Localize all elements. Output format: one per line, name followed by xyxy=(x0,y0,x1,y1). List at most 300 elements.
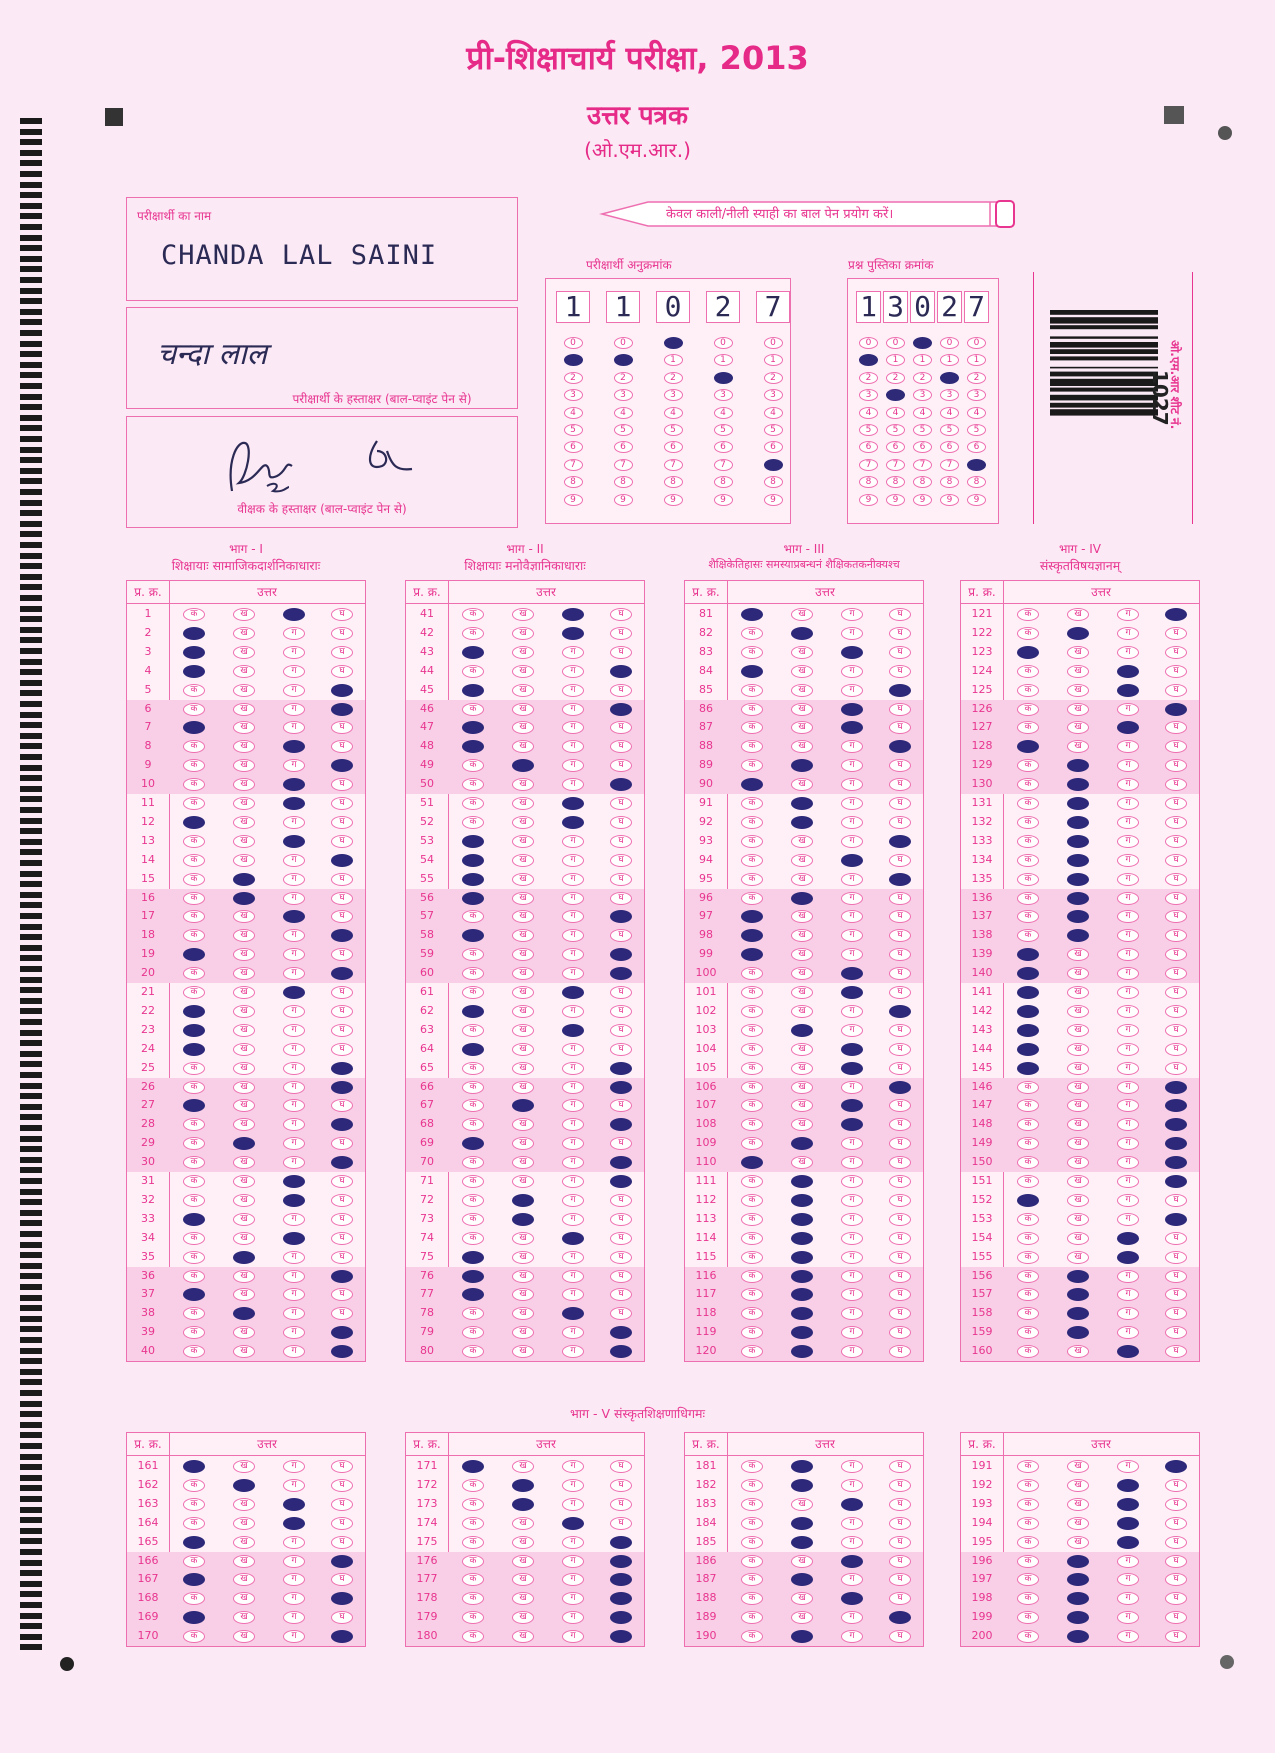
booklet-number-bubble[interactable]: 9 xyxy=(940,494,959,506)
answer-bubble-2[interactable]: ख xyxy=(233,1345,255,1358)
answer-bubble-1[interactable] xyxy=(183,1043,205,1056)
answer-bubble-2[interactable]: ख xyxy=(512,627,534,640)
answer-bubble-2[interactable] xyxy=(791,1517,813,1530)
booklet-number-bubble[interactable]: 3 xyxy=(940,389,959,401)
answer-bubble-1[interactable]: क xyxy=(741,721,763,734)
answer-bubble-2[interactable] xyxy=(1067,627,1089,640)
answer-bubble-4[interactable]: घ xyxy=(889,1062,911,1075)
answer-bubble-2[interactable]: ख xyxy=(512,1081,534,1094)
booklet-number-bubble[interactable]: 6 xyxy=(913,441,932,453)
answer-bubble-3[interactable]: ग xyxy=(562,1630,584,1643)
answer-bubble-4[interactable]: घ xyxy=(889,1270,911,1283)
answer-bubble-2[interactable]: ख xyxy=(512,910,534,923)
answer-bubble-2[interactable] xyxy=(791,1270,813,1283)
answer-bubble-4[interactable]: घ xyxy=(889,1251,911,1264)
answer-bubble-3[interactable] xyxy=(562,627,584,640)
answer-bubble-1[interactable]: क xyxy=(183,684,205,697)
answer-bubble-3[interactable]: ग xyxy=(283,1251,305,1264)
answer-bubble-1[interactable]: क xyxy=(462,1611,484,1624)
roll-number-bubble[interactable]: 5 xyxy=(614,424,633,436)
booklet-number-bubble[interactable]: 2 xyxy=(913,372,932,384)
answer-bubble-3[interactable]: ग xyxy=(1117,759,1139,772)
roll-number-bubble[interactable]: 8 xyxy=(714,476,733,488)
answer-bubble-3[interactable]: ग xyxy=(841,1288,863,1301)
answer-bubble-1[interactable]: क xyxy=(183,1592,205,1605)
answer-bubble-2[interactable] xyxy=(1067,854,1089,867)
answer-bubble-3[interactable]: ग xyxy=(562,1251,584,1264)
answer-bubble-3[interactable]: ग xyxy=(283,1118,305,1131)
answer-bubble-1[interactable]: क xyxy=(1017,1118,1039,1131)
answer-bubble-1[interactable]: क xyxy=(183,1498,205,1511)
answer-bubble-2[interactable] xyxy=(1067,1611,1089,1624)
answer-bubble-1[interactable]: क xyxy=(741,1251,763,1264)
answer-bubble-1[interactable]: क xyxy=(741,1062,763,1075)
answer-bubble-2[interactable]: ख xyxy=(512,1517,534,1530)
answer-bubble-1[interactable] xyxy=(462,892,484,905)
answer-bubble-2[interactable]: ख xyxy=(512,1307,534,1320)
answer-bubble-1[interactable]: क xyxy=(462,608,484,621)
roll-number-bubble[interactable]: 2 xyxy=(764,372,783,384)
answer-bubble-1[interactable]: क xyxy=(741,1005,763,1018)
answer-bubble-2[interactable]: ख xyxy=(791,929,813,942)
answer-bubble-2[interactable]: ख xyxy=(512,892,534,905)
answer-bubble-3[interactable]: ग xyxy=(1117,740,1139,753)
answer-bubble-2[interactable]: ख xyxy=(1067,721,1089,734)
answer-bubble-3[interactable]: ग xyxy=(841,1005,863,1018)
answer-bubble-2[interactable] xyxy=(512,1498,534,1511)
answer-bubble-2[interactable] xyxy=(512,1479,534,1492)
roll-number-bubble[interactable]: 0 xyxy=(764,337,783,349)
answer-bubble-4[interactable] xyxy=(331,684,353,697)
answer-bubble-1[interactable] xyxy=(462,854,484,867)
booklet-number-bubble[interactable]: 9 xyxy=(967,494,986,506)
answer-bubble-3[interactable]: ग xyxy=(1117,1156,1139,1169)
answer-bubble-3[interactable] xyxy=(283,797,305,810)
answer-bubble-1[interactable] xyxy=(1017,948,1039,961)
roll-number-bubble[interactable]: 3 xyxy=(664,389,683,401)
answer-bubble-1[interactable]: क xyxy=(183,1118,205,1131)
answer-bubble-2[interactable] xyxy=(1067,873,1089,886)
booklet-number-bubble[interactable]: 8 xyxy=(913,476,932,488)
answer-bubble-1[interactable]: क xyxy=(741,759,763,772)
answer-bubble-2[interactable]: ख xyxy=(1067,703,1089,716)
answer-bubble-1[interactable]: क xyxy=(462,1307,484,1320)
answer-bubble-1[interactable]: क xyxy=(183,608,205,621)
answer-bubble-2[interactable]: ख xyxy=(1067,1536,1089,1549)
answer-bubble-3[interactable]: ग xyxy=(283,1326,305,1339)
roll-number-bubble[interactable]: 5 xyxy=(664,424,683,436)
answer-bubble-2[interactable]: ख xyxy=(791,721,813,734)
answer-bubble-4[interactable]: घ xyxy=(1165,1024,1187,1037)
answer-bubble-3[interactable]: ग xyxy=(562,1081,584,1094)
answer-bubble-4[interactable]: घ xyxy=(1165,721,1187,734)
booklet-number-bubble[interactable]: 8 xyxy=(886,476,905,488)
answer-bubble-4[interactable]: घ xyxy=(610,1460,632,1473)
answer-bubble-2[interactable]: ख xyxy=(512,740,534,753)
answer-bubble-2[interactable] xyxy=(233,1307,255,1320)
answer-bubble-1[interactable]: क xyxy=(462,1118,484,1131)
answer-bubble-3[interactable]: ग xyxy=(1117,1213,1139,1226)
roll-number-bubble[interactable] xyxy=(664,337,683,349)
answer-bubble-2[interactable]: ख xyxy=(512,1005,534,1018)
answer-bubble-3[interactable]: ग xyxy=(562,778,584,791)
answer-bubble-2[interactable]: ख xyxy=(1067,684,1089,697)
answer-bubble-4[interactable]: घ xyxy=(610,854,632,867)
answer-bubble-3[interactable]: ग xyxy=(562,1555,584,1568)
answer-bubble-4[interactable]: घ xyxy=(1165,892,1187,905)
answer-bubble-2[interactable]: ख xyxy=(791,967,813,980)
answer-bubble-1[interactable]: क xyxy=(1017,665,1039,678)
answer-bubble-3[interactable]: ग xyxy=(562,910,584,923)
answer-bubble-1[interactable]: क xyxy=(462,1479,484,1492)
answer-bubble-1[interactable]: क xyxy=(741,1175,763,1188)
answer-bubble-4[interactable]: घ xyxy=(1165,835,1187,848)
answer-bubble-1[interactable]: क xyxy=(462,1099,484,1112)
answer-bubble-3[interactable] xyxy=(283,740,305,753)
answer-bubble-4[interactable] xyxy=(889,1611,911,1624)
answer-bubble-3[interactable]: ग xyxy=(562,1137,584,1150)
answer-bubble-4[interactable]: घ xyxy=(331,646,353,659)
answer-bubble-1[interactable]: क xyxy=(462,1536,484,1549)
answer-bubble-2[interactable]: ख xyxy=(233,1288,255,1301)
answer-bubble-3[interactable]: ग xyxy=(562,873,584,886)
answer-bubble-2[interactable]: ख xyxy=(512,1232,534,1245)
answer-bubble-1[interactable] xyxy=(462,721,484,734)
answer-bubble-3[interactable]: ग xyxy=(283,627,305,640)
answer-bubble-3[interactable]: ग xyxy=(841,1024,863,1037)
answer-bubble-3[interactable] xyxy=(841,646,863,659)
answer-bubble-4[interactable] xyxy=(610,703,632,716)
answer-bubble-1[interactable]: क xyxy=(462,1194,484,1207)
answer-bubble-2[interactable]: ख xyxy=(233,835,255,848)
booklet-number-bubble[interactable]: 0 xyxy=(886,337,905,349)
answer-bubble-1[interactable]: क xyxy=(183,1081,205,1094)
answer-bubble-2[interactable]: ख xyxy=(791,835,813,848)
answer-bubble-3[interactable]: ग xyxy=(1117,1194,1139,1207)
roll-number-bubble[interactable]: 5 xyxy=(564,424,583,436)
answer-bubble-4[interactable]: घ xyxy=(1165,816,1187,829)
answer-bubble-3[interactable]: ग xyxy=(1117,1270,1139,1283)
answer-bubble-2[interactable]: ख xyxy=(512,1156,534,1169)
answer-bubble-2[interactable]: ख xyxy=(512,1536,534,1549)
answer-bubble-4[interactable] xyxy=(331,929,353,942)
answer-bubble-2[interactable] xyxy=(512,1194,534,1207)
answer-bubble-1[interactable] xyxy=(462,684,484,697)
booklet-number-bubble[interactable]: 7 xyxy=(859,459,878,471)
answer-bubble-3[interactable]: ग xyxy=(562,1118,584,1131)
answer-bubble-3[interactable] xyxy=(1117,665,1139,678)
answer-bubble-4[interactable]: घ xyxy=(1165,1479,1187,1492)
answer-bubble-1[interactable]: क xyxy=(462,627,484,640)
answer-bubble-2[interactable]: ख xyxy=(233,665,255,678)
answer-bubble-2[interactable] xyxy=(1067,1555,1089,1568)
answer-bubble-2[interactable]: ख xyxy=(791,910,813,923)
answer-bubble-1[interactable]: क xyxy=(1017,1479,1039,1492)
answer-bubble-3[interactable]: ग xyxy=(841,1175,863,1188)
answer-bubble-4[interactable]: घ xyxy=(1165,1630,1187,1643)
answer-bubble-2[interactable]: ख xyxy=(233,967,255,980)
answer-bubble-4[interactable]: घ xyxy=(1165,1573,1187,1586)
answer-bubble-2[interactable]: ख xyxy=(233,854,255,867)
answer-bubble-4[interactable] xyxy=(331,703,353,716)
answer-bubble-3[interactable]: ग xyxy=(1117,1555,1139,1568)
answer-bubble-1[interactable] xyxy=(183,1099,205,1112)
answer-bubble-4[interactable]: घ xyxy=(1165,684,1187,697)
answer-bubble-4[interactable]: घ xyxy=(889,854,911,867)
answer-bubble-4[interactable]: घ xyxy=(331,721,353,734)
answer-bubble-4[interactable]: घ xyxy=(889,1213,911,1226)
answer-bubble-1[interactable]: क xyxy=(183,1517,205,1530)
answer-bubble-2[interactable] xyxy=(791,1326,813,1339)
answer-bubble-4[interactable]: घ xyxy=(889,627,911,640)
answer-bubble-1[interactable]: क xyxy=(462,1573,484,1586)
answer-bubble-3[interactable] xyxy=(283,1232,305,1245)
answer-bubble-2[interactable]: ख xyxy=(233,627,255,640)
booklet-number-bubble[interactable]: 9 xyxy=(886,494,905,506)
roll-number-bubble[interactable]: 9 xyxy=(664,494,683,506)
answer-bubble-1[interactable] xyxy=(183,1288,205,1301)
answer-bubble-1[interactable]: क xyxy=(462,1156,484,1169)
answer-bubble-4[interactable]: घ xyxy=(1165,1062,1187,1075)
answer-bubble-4[interactable]: घ xyxy=(1165,1536,1187,1549)
answer-bubble-1[interactable]: क xyxy=(1017,721,1039,734)
answer-bubble-1[interactable] xyxy=(462,1005,484,1018)
answer-bubble-2[interactable]: ख xyxy=(233,759,255,772)
answer-bubble-1[interactable]: क xyxy=(462,1326,484,1339)
answer-bubble-2[interactable] xyxy=(1067,892,1089,905)
answer-bubble-1[interactable]: क xyxy=(183,1194,205,1207)
answer-bubble-3[interactable] xyxy=(283,1517,305,1530)
answer-bubble-3[interactable]: ग xyxy=(841,778,863,791)
answer-bubble-1[interactable]: क xyxy=(462,759,484,772)
answer-bubble-4[interactable]: घ xyxy=(889,1043,911,1056)
answer-bubble-2[interactable]: ख xyxy=(233,1573,255,1586)
answer-bubble-2[interactable]: ख xyxy=(512,721,534,734)
answer-bubble-2[interactable]: ख xyxy=(791,646,813,659)
answer-bubble-2[interactable]: ख xyxy=(791,948,813,961)
answer-bubble-1[interactable]: क xyxy=(462,797,484,810)
answer-bubble-4[interactable]: घ xyxy=(331,778,353,791)
answer-bubble-4[interactable]: घ xyxy=(610,1251,632,1264)
answer-bubble-3[interactable]: ग xyxy=(841,1081,863,1094)
answer-bubble-3[interactable]: ग xyxy=(841,1137,863,1150)
answer-bubble-3[interactable]: ग xyxy=(283,1043,305,1056)
answer-bubble-4[interactable]: घ xyxy=(331,1099,353,1112)
answer-bubble-1[interactable]: क xyxy=(1017,1555,1039,1568)
answer-bubble-4[interactable]: घ xyxy=(610,1137,632,1150)
answer-bubble-1[interactable]: क xyxy=(741,1232,763,1245)
booklet-number-bubble[interactable] xyxy=(967,459,986,471)
answer-bubble-4[interactable] xyxy=(1165,1460,1187,1473)
answer-bubble-1[interactable]: क xyxy=(1017,703,1039,716)
booklet-number-bubble[interactable]: 6 xyxy=(940,441,959,453)
answer-bubble-1[interactable]: क xyxy=(741,1479,763,1492)
answer-bubble-1[interactable] xyxy=(183,1460,205,1473)
answer-bubble-1[interactable] xyxy=(462,740,484,753)
answer-bubble-4[interactable]: घ xyxy=(1165,1498,1187,1511)
answer-bubble-1[interactable] xyxy=(183,665,205,678)
answer-bubble-2[interactable]: ख xyxy=(1067,1137,1089,1150)
answer-bubble-2[interactable]: ख xyxy=(512,816,534,829)
answer-bubble-2[interactable]: ख xyxy=(233,1630,255,1643)
answer-bubble-4[interactable]: घ xyxy=(889,1024,911,1037)
answer-bubble-2[interactable]: ख xyxy=(233,1156,255,1169)
answer-bubble-4[interactable]: घ xyxy=(889,892,911,905)
answer-bubble-2[interactable]: ख xyxy=(1067,1498,1089,1511)
answer-bubble-1[interactable]: क xyxy=(1017,1536,1039,1549)
answer-bubble-3[interactable]: ग xyxy=(562,1194,584,1207)
answer-bubble-1[interactable]: क xyxy=(1017,1326,1039,1339)
answer-bubble-1[interactable]: क xyxy=(462,703,484,716)
booklet-number-bubble[interactable]: 8 xyxy=(940,476,959,488)
booklet-number-bubble[interactable]: 7 xyxy=(913,459,932,471)
answer-bubble-3[interactable]: ग xyxy=(841,835,863,848)
answer-bubble-3[interactable]: ग xyxy=(1117,1630,1139,1643)
answer-bubble-3[interactable]: ग xyxy=(283,1479,305,1492)
answer-bubble-3[interactable]: ग xyxy=(283,873,305,886)
answer-bubble-1[interactable]: क xyxy=(183,797,205,810)
answer-bubble-2[interactable]: ख xyxy=(512,967,534,980)
answer-bubble-2[interactable]: ख xyxy=(791,873,813,886)
answer-bubble-1[interactable]: क xyxy=(1017,854,1039,867)
answer-bubble-4[interactable]: घ xyxy=(889,759,911,772)
booklet-number-bubble[interactable]: 3 xyxy=(967,389,986,401)
answer-bubble-2[interactable]: ख xyxy=(791,703,813,716)
answer-bubble-3[interactable]: ग xyxy=(841,1611,863,1624)
answer-bubble-2[interactable]: ख xyxy=(512,835,534,848)
answer-bubble-3[interactable]: ग xyxy=(562,721,584,734)
booklet-number-bubble[interactable]: 2 xyxy=(859,372,878,384)
answer-bubble-4[interactable]: घ xyxy=(331,816,353,829)
answer-bubble-2[interactable]: ख xyxy=(1067,1251,1089,1264)
roll-number-bubble[interactable] xyxy=(614,354,633,366)
answer-bubble-2[interactable]: ख xyxy=(1067,1118,1089,1131)
answer-bubble-4[interactable] xyxy=(610,1175,632,1188)
answer-bubble-2[interactable]: ख xyxy=(233,1099,255,1112)
answer-bubble-1[interactable] xyxy=(462,1043,484,1056)
answer-bubble-4[interactable]: घ xyxy=(889,1288,911,1301)
answer-bubble-3[interactable]: ग xyxy=(1117,1024,1139,1037)
answer-bubble-4[interactable]: घ xyxy=(889,665,911,678)
roll-number-bubble[interactable]: 0 xyxy=(714,337,733,349)
answer-bubble-4[interactable] xyxy=(889,684,911,697)
answer-bubble-3[interactable]: ग xyxy=(841,1630,863,1643)
answer-bubble-1[interactable]: क xyxy=(741,1592,763,1605)
answer-bubble-4[interactable]: घ xyxy=(610,892,632,905)
roll-number-bubble[interactable]: 8 xyxy=(664,476,683,488)
answer-bubble-1[interactable] xyxy=(741,608,763,621)
answer-bubble-4[interactable]: घ xyxy=(1165,910,1187,923)
booklet-number-bubble[interactable]: 5 xyxy=(967,424,986,436)
answer-bubble-3[interactable]: ग xyxy=(283,967,305,980)
answer-bubble-1[interactable]: क xyxy=(741,1611,763,1624)
answer-bubble-2[interactable]: ख xyxy=(1067,1232,1089,1245)
answer-bubble-2[interactable] xyxy=(1067,1270,1089,1283)
answer-bubble-4[interactable] xyxy=(331,1270,353,1283)
answer-bubble-4[interactable]: घ xyxy=(889,797,911,810)
answer-bubble-3[interactable]: ग xyxy=(841,1345,863,1358)
booklet-number-bubble[interactable]: 5 xyxy=(940,424,959,436)
answer-bubble-3[interactable]: ग xyxy=(841,929,863,942)
answer-bubble-4[interactable]: घ xyxy=(1165,929,1187,942)
answer-bubble-2[interactable]: ख xyxy=(512,1270,534,1283)
roll-number-bubble[interactable]: 1 xyxy=(764,354,783,366)
answer-bubble-2[interactable]: ख xyxy=(233,1270,255,1283)
booklet-number-bubble[interactable]: 9 xyxy=(859,494,878,506)
answer-bubble-4[interactable]: घ xyxy=(889,1194,911,1207)
answer-bubble-3[interactable]: ग xyxy=(841,1232,863,1245)
roll-number-bubble[interactable]: 2 xyxy=(664,372,683,384)
answer-bubble-1[interactable]: क xyxy=(741,1630,763,1643)
answer-bubble-2[interactable]: ख xyxy=(791,986,813,999)
answer-bubble-1[interactable]: क xyxy=(183,740,205,753)
answer-bubble-2[interactable] xyxy=(1067,1592,1089,1605)
roll-number-bubble[interactable] xyxy=(564,354,583,366)
answer-bubble-1[interactable]: क xyxy=(741,967,763,980)
answer-bubble-2[interactable]: ख xyxy=(791,665,813,678)
answer-bubble-3[interactable]: ग xyxy=(1117,1307,1139,1320)
answer-bubble-1[interactable]: क xyxy=(462,1024,484,1037)
answer-bubble-4[interactable]: घ xyxy=(331,608,353,621)
answer-bubble-2[interactable]: ख xyxy=(512,665,534,678)
answer-bubble-2[interactable]: ख xyxy=(1067,1345,1089,1358)
roll-number-bubble[interactable]: 1 xyxy=(664,354,683,366)
answer-bubble-4[interactable]: घ xyxy=(889,1592,911,1605)
answer-bubble-1[interactable]: क xyxy=(741,740,763,753)
answer-bubble-4[interactable]: घ xyxy=(889,721,911,734)
answer-bubble-2[interactable]: ख xyxy=(1067,1024,1089,1037)
roll-number-bubble[interactable]: 3 xyxy=(764,389,783,401)
roll-number-bubble[interactable]: 6 xyxy=(664,441,683,453)
answer-bubble-2[interactable]: ख xyxy=(233,1555,255,1568)
answer-bubble-1[interactable]: क xyxy=(1017,1592,1039,1605)
answer-bubble-1[interactable]: क xyxy=(741,684,763,697)
answer-bubble-4[interactable]: घ xyxy=(1165,854,1187,867)
booklet-number-bubble[interactable]: 0 xyxy=(859,337,878,349)
answer-bubble-2[interactable] xyxy=(233,892,255,905)
roll-number-bubble[interactable]: 8 xyxy=(614,476,633,488)
answer-bubble-3[interactable]: ग xyxy=(1117,910,1139,923)
answer-bubble-3[interactable] xyxy=(841,1118,863,1131)
answer-bubble-1[interactable]: क xyxy=(1017,1232,1039,1245)
answer-bubble-4[interactable] xyxy=(610,778,632,791)
answer-bubble-4[interactable]: घ xyxy=(889,1175,911,1188)
answer-bubble-3[interactable]: ग xyxy=(562,1479,584,1492)
answer-bubble-4[interactable]: घ xyxy=(889,1345,911,1358)
answer-bubble-3[interactable] xyxy=(841,1498,863,1511)
answer-bubble-4[interactable]: घ xyxy=(610,740,632,753)
answer-bubble-2[interactable] xyxy=(1067,929,1089,942)
roll-number-bubble[interactable] xyxy=(764,459,783,471)
answer-bubble-1[interactable] xyxy=(183,1611,205,1624)
answer-bubble-3[interactable]: ग xyxy=(562,703,584,716)
booklet-number-bubble[interactable]: 4 xyxy=(859,407,878,419)
answer-bubble-2[interactable]: ख xyxy=(1067,608,1089,621)
booklet-number-bubble[interactable]: 4 xyxy=(967,407,986,419)
answer-bubble-3[interactable]: ग xyxy=(1117,1005,1139,1018)
answer-bubble-1[interactable]: क xyxy=(1017,1251,1039,1264)
answer-bubble-3[interactable]: ग xyxy=(562,1156,584,1169)
answer-bubble-1[interactable]: क xyxy=(741,1345,763,1358)
answer-bubble-3[interactable]: ग xyxy=(841,1251,863,1264)
answer-bubble-2[interactable]: ख xyxy=(1067,948,1089,961)
answer-bubble-3[interactable]: ग xyxy=(562,835,584,848)
roll-number-bubble[interactable]: 4 xyxy=(564,407,583,419)
answer-bubble-4[interactable]: घ xyxy=(331,1611,353,1624)
answer-bubble-3[interactable]: ग xyxy=(562,1326,584,1339)
answer-bubble-3[interactable]: ग xyxy=(841,892,863,905)
answer-bubble-2[interactable]: ख xyxy=(233,1118,255,1131)
